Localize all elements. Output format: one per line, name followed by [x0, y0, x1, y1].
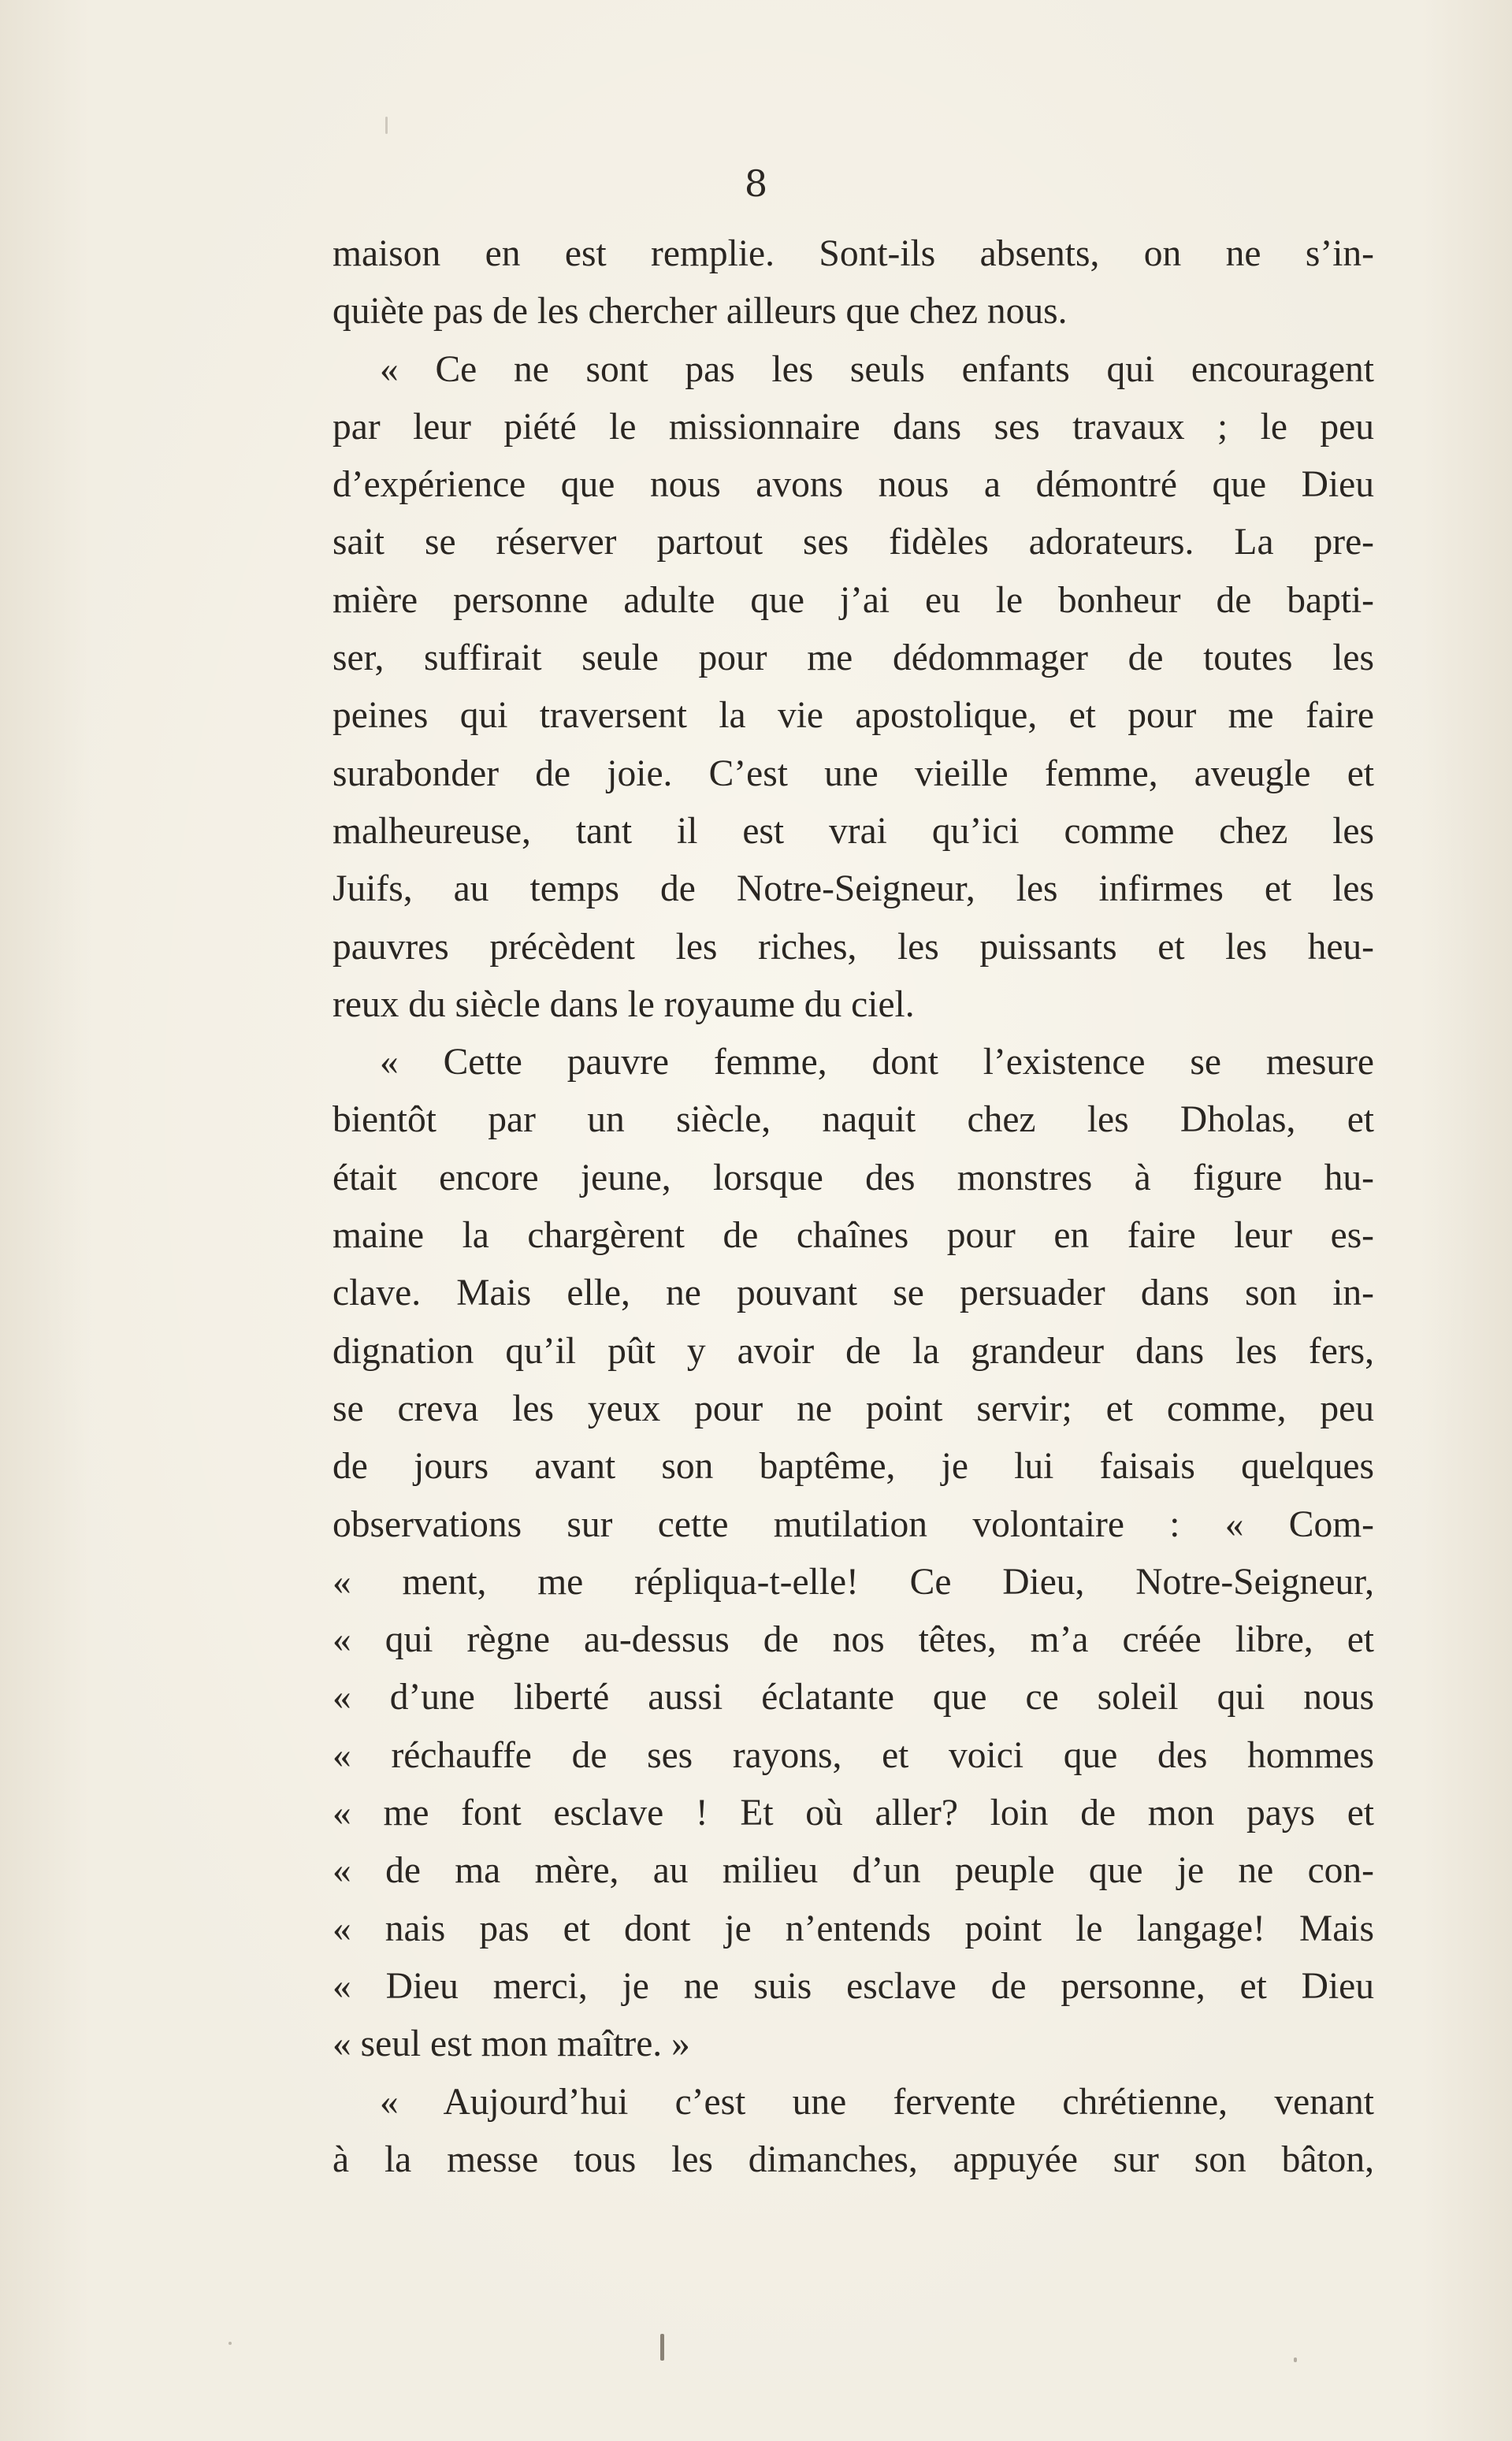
text-line: pauvres précèdent les riches, les puissants et les heu-: [332, 926, 1374, 968]
text-line: dignation qu’il pût y avoir de la grandeur dans les fers,: [332, 1330, 1374, 1372]
text-line: « nais pas et dont je n’entends point le langage! Mais: [332, 1908, 1374, 1949]
text-line: était encore jeune, lorsque des monstres à figure hu-: [332, 1157, 1374, 1198]
paper-speck: [660, 2334, 664, 2361]
text-line: de jours avant son baptême, je lui faisais quelques: [332, 1446, 1374, 1488]
page-number: 8: [744, 162, 768, 205]
text-line: clave. Mais elle, ne pouvant se persuader dans son in-: [332, 1273, 1374, 1314]
text-line: « de ma mère, au milieu d’un peuple que je ne con-: [332, 1850, 1374, 1892]
text-line: peines qui traversent la vie apostolique, et pour me faire: [332, 695, 1374, 737]
text-line: surabonder de joie. C’est une vieille femme, aveugle et: [332, 752, 1374, 794]
text-line: reux du siècle dans le royaume du ciel.: [332, 983, 915, 1025]
text-line: Juifs, au temps de Notre-Seigneur, les infirmes et les: [332, 868, 1374, 910]
text-line: « Ce ne sont pas les seuls enfants qui encouragent: [380, 348, 1374, 390]
text-line: observations sur cette mutilation volontaire : « Com-: [332, 1503, 1374, 1545]
text-line: « Aujourd’hui c’est une fervente chrétienne, venant: [380, 2081, 1374, 2123]
text-line: se creva les yeux pour ne point servir; et comme, peu: [332, 1388, 1374, 1429]
body-text: [332, 225, 1374, 2189]
text-line: « ment, me répliqua-t-elle! Ce Dieu, Notre-Seigneur,: [332, 1561, 1374, 1603]
text-line: « d’une liberté aussi éclatante que ce soleil qui nous: [332, 1677, 1374, 1718]
text-line: à la messe tous les dimanches, appuyée sur son bâton,: [332, 2138, 1374, 2180]
text-line: « Dieu merci, je ne suis esclave de personne, et Dieu: [332, 1965, 1374, 2007]
text-line: ser, suffirait seule pour me dédommager de toutes les: [332, 637, 1374, 679]
text-line: malheureuse, tant il est vrai qu’ici comme chez les: [332, 810, 1374, 852]
paper-speck: [228, 2342, 232, 2345]
text-line: maine la chargèrent de chaînes pour en faire leur es-: [332, 1215, 1374, 1257]
text-line: « seul est mon maître. »: [332, 2023, 690, 2065]
text-line: quiète pas de les chercher ailleurs que chez nous.: [332, 291, 1068, 333]
text-line: « me font esclave ! Et où aller? loin de mon pays et: [332, 1793, 1374, 1834]
paper-speck: [1294, 2357, 1297, 2362]
text-line: par leur piété le missionnaire dans ses travaux ; le peu: [332, 406, 1374, 448]
text-line: « réchauffe de ses rayons, et voici que des hommes: [332, 1734, 1374, 1776]
text-line: bientôt par un siècle, naquit chez les Dholas, et: [332, 1099, 1374, 1141]
text-line: sait se réserver partout ses fidèles adorateurs. La pre-: [332, 522, 1374, 563]
text-line: « Cette pauvre femme, dont l’existence se mesure: [380, 1042, 1374, 1083]
text-line: « qui règne au-dessus de nos têtes, m’a créée libre, et: [332, 1619, 1374, 1661]
text-line: maison en est remplie. Sont-ils absents, on ne s’in-: [332, 233, 1374, 274]
text-line: d’expérience que nous avons nous a démontré que Dieu: [332, 464, 1374, 506]
text-line: mière personne adulte que j’ai eu le bonheur de bapti-: [332, 579, 1374, 621]
paper-speck: [385, 117, 388, 134]
